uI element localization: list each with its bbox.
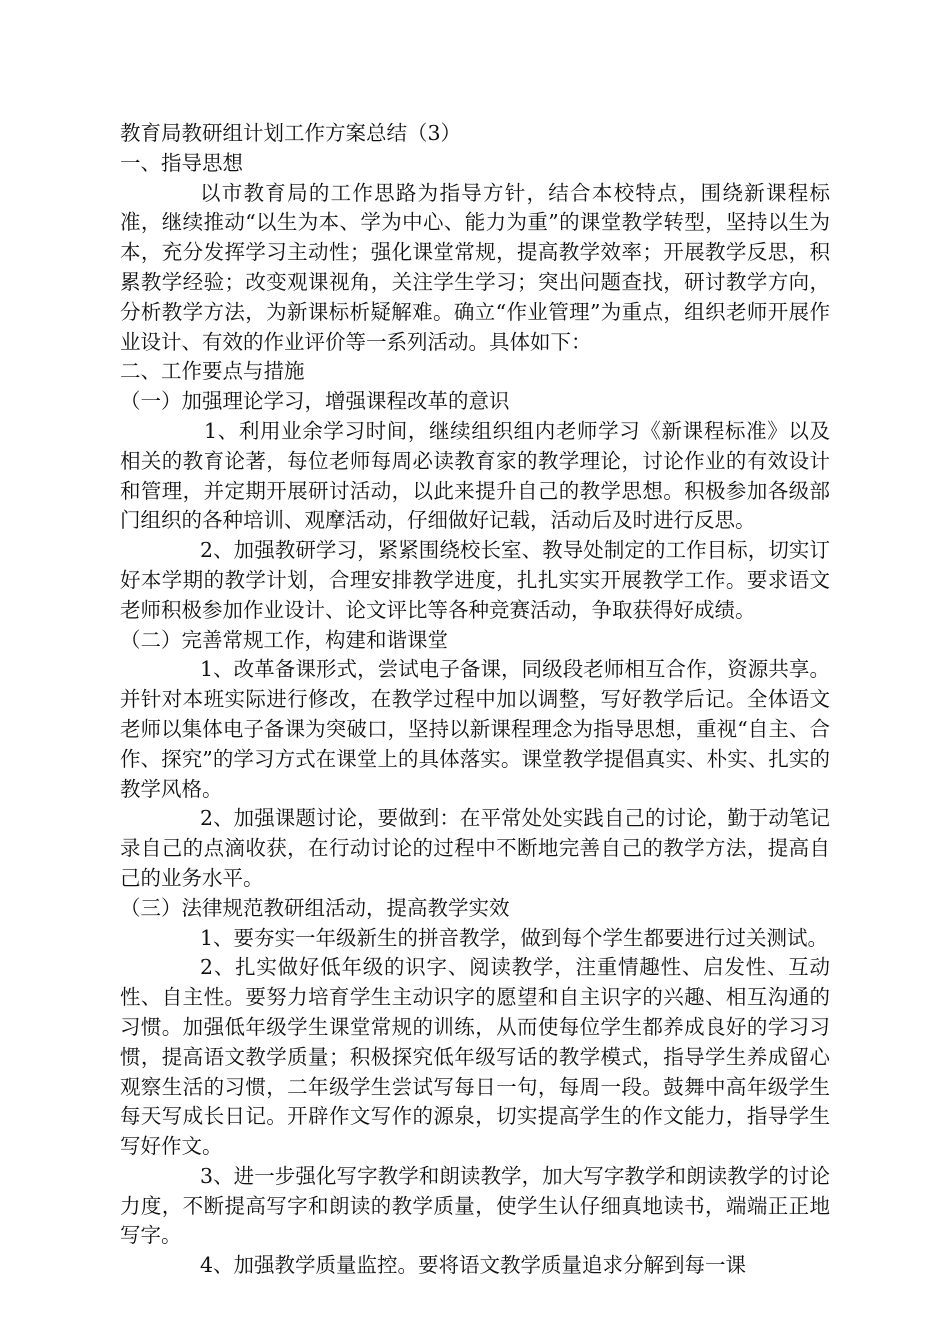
document-title: 教育局教研组计划工作方案总结（3） xyxy=(120,121,462,145)
paragraph-teaching-activities-1: 1、要夯实一年级新生的拼音教学，做到每个学生都要进行过关测试。 xyxy=(200,925,829,950)
paragraph-teaching-activities-4: 4、加强教学质量监控。要将语文教学质量追求分解到每一课 xyxy=(200,1253,747,1278)
paragraph-guiding-ideology: 以市教育局的工作思路为指导方针，结合本校特点，围绕新课程标准，继续推动“以生为本、学为中心、能力为重”的课堂教学转型，坚持以生为本，充分发挥学习主动性；强化课堂常规，提高教学效率；开展教学反思，积累教学经验；改变观课视角，关注学生学习；突出问题查找，研讨教学方向，分析教学方法，为新课标析疑解难。确立“作业管理”为重点，组织老师开展作业设计、有效的作业评价等一系列活动。具体如下： xyxy=(120,180,830,354)
paragraph-theory-study-1: 1、利用业余学习时间，继续组织组内老师学习《新课程标准》以及相关的教育论著，每位老师每周必读教育家的教学理论，讨论作业的有效设计和管理，并定期开展研讨活动，以此来提升自己的教学思想。积极参加各级部门组织的各种培训、观摩活动，仔细做好记载，活动后及时进行反思。 xyxy=(120,418,830,533)
paragraph-teaching-activities-2: 2、扎实做好低年级的识字、阅读教学，注重情趣性、启发性、互动性、自主性。要努力培育学生主动识字的愿望和自主识字的兴趣、相互沟通的习惯。加强低年级学生课堂常规的训练，从而使每位学生都养成良好的学习习惯，提高语文教学质量；积极探究低年级写话的教学模式，指导学生养成留心观察生活的习惯，二年级学生尝试写每日一句，每周一段。鼓舞中高年级学生每天写成长日记。开辟作文写作的源泉，切实提高学生的作文能力，指导学生写好作文。 xyxy=(120,955,830,1159)
document-body xyxy=(120,119,830,1281)
paragraph-teaching-activities-3: 3、进一步强化写字教学和朗读教学，加大写字教学和朗读教学的讨论力度，不断提高写字和朗读的教学质量，使学生认仔细真地读书，端端正正地写字。 xyxy=(120,1163,830,1248)
section-heading-guiding-ideology: 一、指导思想 xyxy=(120,150,243,175)
section-heading-work-points: 二、工作要点与措施 xyxy=(120,359,305,384)
subsection-heading-theory-study: （一）加强理论学习，增强课程改革的意识 xyxy=(120,389,510,414)
subsection-heading-teaching-activities: （三）法律规范教研组活动，提高教学实效 xyxy=(120,895,510,920)
paragraph-routine-work-1: 1、改革备课形式，尝试电子备课，同级段老师相互合作，资源共享。并针对本班实际进行修改，在教学过程中加以调整，写好教学后记。全体语文老师以集体电子备课为突破口，坚持以新课程理念为指导思想，重视“自主、合作、探究”的学习方式在课堂上的具体落实。课堂教学提倡真实、朴实、扎实的教学风格。 xyxy=(120,657,830,801)
subsection-heading-routine-work: （二）完善常规工作，构建和谐课堂 xyxy=(120,627,448,652)
paragraph-theory-study-2: 2、加强教研学习，紧紧围绕校长室、教导处制定的工作目标，切实订好本学期的教学计划，合理安排教学进度，扎扎实实开展教学工作。要求语文老师积极参加作业设计、论文评比等各种竞赛活动，争取获得好成绩。 xyxy=(120,538,830,622)
paragraph-routine-work-2: 2、加强课题讨论，要做到：在平常处处实践自己的讨论，勤于动笔记录自己的点滴收获，在行动讨论的过程中不断地完善自己的教学方法，提高自己的业务水平。 xyxy=(120,806,830,890)
